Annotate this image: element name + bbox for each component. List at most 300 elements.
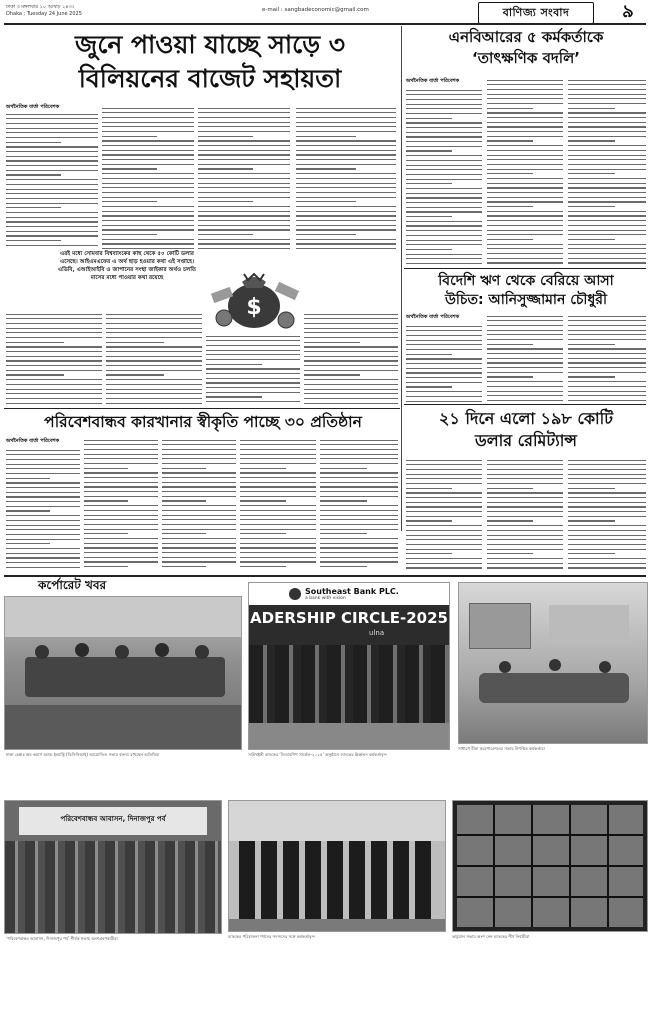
- text-line: [568, 155, 646, 156]
- text-line: [304, 328, 398, 329]
- text-line: [84, 543, 158, 544]
- text-line: [6, 450, 80, 451]
- text-line: [162, 491, 236, 492]
- text-line: [296, 234, 356, 235]
- text-line: [84, 444, 158, 445]
- lead-column-7: [206, 332, 300, 405]
- text-line: [406, 372, 482, 373]
- text-line: [106, 332, 202, 333]
- text-line: [6, 548, 80, 549]
- text-line: [406, 193, 482, 194]
- text-line: [296, 131, 396, 132]
- text-line: [240, 543, 316, 544]
- text-line: [568, 103, 646, 104]
- text-line: [162, 566, 206, 567]
- text-line: [406, 136, 482, 137]
- text-line: [296, 154, 396, 155]
- text-line: [406, 94, 482, 95]
- text-line: [6, 398, 102, 399]
- text-line: [487, 474, 563, 475]
- text-line: [568, 244, 646, 245]
- text-line: [568, 320, 646, 321]
- text-line: [487, 201, 563, 202]
- text-line: [6, 454, 80, 455]
- remit-column-2: [487, 456, 563, 572]
- lead-column-2: [102, 104, 194, 250]
- text-line: [487, 520, 533, 521]
- text-line: [487, 464, 563, 465]
- text-line: [568, 197, 646, 198]
- text-line: [568, 325, 646, 326]
- text-line: [487, 358, 563, 359]
- green-column-2: [84, 436, 158, 572]
- text-line: [568, 353, 646, 354]
- text-line: [406, 146, 482, 147]
- text-line: [304, 384, 398, 385]
- text-line: [198, 178, 290, 179]
- text-line: [487, 122, 563, 123]
- text-line: [568, 258, 646, 259]
- text-line: [568, 535, 646, 536]
- text-line: [6, 170, 98, 171]
- text-line: [240, 557, 316, 558]
- text-line: [106, 384, 202, 385]
- text-line: [296, 220, 396, 221]
- text-line: [487, 558, 563, 559]
- text-line: [6, 198, 98, 199]
- text-line: [406, 216, 452, 217]
- text-line: [406, 113, 482, 114]
- text-line: [6, 212, 98, 213]
- text-line: [406, 90, 482, 91]
- text-line: [568, 563, 646, 564]
- text-line: [568, 187, 646, 188]
- text-line: [320, 561, 398, 562]
- text-line: [406, 197, 482, 198]
- text-line: [568, 173, 615, 174]
- text-line: [568, 334, 646, 335]
- text-line: [568, 136, 646, 137]
- text-line: [487, 339, 563, 340]
- text-line: [6, 525, 80, 526]
- text-line: [198, 215, 290, 216]
- text-line: [320, 524, 398, 525]
- text-line: [296, 145, 396, 146]
- text-line: [487, 497, 563, 498]
- text-line: [6, 179, 98, 180]
- text-line: [568, 483, 646, 484]
- text-line: [568, 169, 646, 170]
- text-line: [406, 492, 482, 493]
- lead-headline: [20, 28, 400, 96]
- text-line: [6, 189, 98, 190]
- text-line: [487, 330, 563, 331]
- text-line: [320, 463, 398, 464]
- text-line: [240, 477, 316, 478]
- text-line: [487, 239, 533, 240]
- text-line: [406, 478, 482, 479]
- text-line: [206, 336, 300, 337]
- text-line: [406, 183, 452, 184]
- lead-column-8: [304, 310, 398, 405]
- text-line: [304, 360, 398, 361]
- text-line: [198, 131, 290, 132]
- text-line: [198, 164, 290, 165]
- text-line: [320, 444, 398, 445]
- text-line: [6, 487, 80, 488]
- text-line: [487, 117, 563, 118]
- text-line: [304, 379, 398, 380]
- text-line: [568, 220, 646, 221]
- text-line: [102, 211, 194, 212]
- caption-1: ঢাকা চেম্বার অব কমার্স অ্যান্ড ইন্ডাস্ট্রি (ডিসিসিআই) আয়োজিত সভায় বক্তব্য রাখছেন অতিথিরা: [6, 752, 160, 757]
- text-line: [406, 249, 452, 250]
- text-line: [487, 131, 563, 132]
- text-line: [568, 112, 646, 113]
- text-line: [568, 525, 646, 526]
- text-line: [198, 197, 290, 198]
- text-line: [102, 225, 194, 226]
- text-line: [487, 234, 563, 235]
- text-line: [84, 477, 158, 478]
- text-line: [406, 174, 482, 175]
- text-line: [304, 318, 398, 319]
- text-line: [568, 386, 646, 387]
- text-line: [296, 243, 396, 244]
- text-line: [84, 529, 158, 530]
- text-line: [304, 323, 398, 324]
- green-headline: পরিবেশবান্ধব কারখানার স্বীকৃতি পাচ্ছে ৩০ প্রতিষ্ঠান: [44, 413, 362, 431]
- text-line: [162, 458, 236, 459]
- text-line: [162, 552, 236, 553]
- text-line: [568, 201, 646, 202]
- text-line: [6, 323, 102, 324]
- text-line: [487, 159, 563, 160]
- text-line: [240, 538, 316, 539]
- text-line: [487, 549, 563, 550]
- text-line: [106, 360, 202, 361]
- text-line: [162, 454, 236, 455]
- text-line: [6, 506, 80, 507]
- text-line: [240, 505, 316, 506]
- text-line: [296, 183, 396, 184]
- text-line: [6, 123, 98, 124]
- text-line: [487, 376, 533, 377]
- text-line: [487, 192, 563, 193]
- text-line: [568, 488, 615, 489]
- text-line: [568, 126, 646, 127]
- text-line: [406, 511, 482, 512]
- text-line: [406, 563, 482, 564]
- text-line: [84, 486, 158, 487]
- text-line: [568, 544, 646, 545]
- text-line: [162, 510, 236, 511]
- text-line: [304, 370, 398, 371]
- text-line: [102, 243, 194, 244]
- text-line: [487, 535, 563, 536]
- text-line: [487, 348, 563, 349]
- text-line: [162, 496, 236, 497]
- text-line: [406, 127, 482, 128]
- text-line: [568, 108, 615, 109]
- text-line: [106, 370, 202, 371]
- text-line: [320, 500, 367, 501]
- text-line: [487, 381, 563, 382]
- text-line: [296, 225, 396, 226]
- text-line: [106, 398, 202, 399]
- text-line: [162, 477, 236, 478]
- text-line: [320, 496, 398, 497]
- text-line: [6, 156, 98, 157]
- remit-headline: [404, 408, 648, 452]
- text-line: [6, 217, 98, 218]
- text-line: [240, 463, 316, 464]
- text-line: [6, 174, 61, 175]
- text-line: [487, 539, 563, 540]
- text-line: [84, 547, 158, 548]
- text-line: [102, 206, 194, 207]
- text-line: [240, 472, 316, 473]
- text-line: [6, 118, 98, 119]
- text-line: [162, 557, 236, 558]
- text-line: [206, 340, 300, 341]
- text-line: [487, 84, 563, 85]
- text-line: [198, 168, 253, 169]
- text-line: [6, 492, 80, 493]
- issue-date-en: Dhaka ; Tuesday 24 June 2025: [6, 11, 82, 17]
- text-line: [206, 382, 300, 383]
- text-line: [162, 472, 236, 473]
- corporate-heading: কর্পোরেট খবর: [38, 578, 107, 592]
- lead-headline-line1: জুনে পাওয়া যাচ্ছে সাড়ে ৩: [74, 30, 346, 59]
- text-line: [6, 534, 80, 535]
- text-line: [487, 206, 533, 207]
- text-line: [296, 197, 396, 198]
- nbr-rule: [404, 268, 646, 269]
- text-line: [406, 160, 482, 161]
- text-line: [406, 502, 482, 503]
- loan-rule: [404, 404, 646, 405]
- text-line: [487, 220, 563, 221]
- caption-6: ভার্চুয়াল সভায় অংশ নেন ব্যাংকের শীর্ষ নির্বাহীরা: [452, 934, 530, 939]
- text-line: [6, 557, 80, 558]
- text-line: [296, 173, 396, 174]
- text-line: [320, 491, 398, 492]
- text-line: [406, 165, 482, 166]
- text-line: [320, 486, 398, 487]
- text-line: [162, 505, 236, 506]
- text-line: [6, 478, 50, 479]
- text-line: [406, 535, 482, 536]
- column-divider: [401, 26, 402, 531]
- text-line: [487, 325, 563, 326]
- nbr-headline-line2: ‘তাৎক্ষণিক বদলি’: [472, 49, 580, 67]
- text-line: [487, 372, 563, 373]
- text-line: [568, 145, 646, 146]
- text-line: [296, 168, 356, 169]
- text-line: [102, 140, 194, 141]
- text-line: [406, 544, 482, 545]
- text-line: [568, 567, 646, 568]
- text-line: [102, 192, 194, 193]
- nbr-byline: অর্থনৈতিক বার্তা পরিবেশক: [406, 78, 460, 84]
- text-line: [568, 460, 646, 461]
- text-line: [162, 561, 236, 562]
- text-line: [84, 482, 158, 483]
- text-line: [162, 486, 236, 487]
- text-line: [6, 337, 102, 338]
- text-line: [487, 460, 563, 461]
- text-line: [568, 558, 646, 559]
- text-line: [487, 511, 563, 512]
- text-line: [487, 145, 563, 146]
- text-line: [304, 374, 360, 375]
- text-line: [406, 244, 482, 245]
- text-line: [102, 150, 194, 151]
- text-line: [296, 248, 396, 249]
- text-line: [406, 326, 482, 327]
- text-line: [240, 519, 316, 520]
- text-line: [320, 538, 398, 539]
- text-line: [406, 122, 482, 123]
- text-line: [406, 211, 482, 212]
- lead-column-4: [296, 104, 396, 250]
- text-line: [296, 150, 396, 151]
- text-line: [106, 403, 202, 404]
- money-illustration: [204, 252, 304, 332]
- remit-column-3: [568, 456, 646, 572]
- text-line: [406, 258, 482, 259]
- text-line: [6, 346, 102, 347]
- green-column-4: [240, 436, 316, 572]
- bank-brand: Southeast Bank PLC.: [305, 587, 399, 596]
- text-line: [84, 552, 158, 553]
- text-line: [406, 221, 482, 222]
- text-line: [568, 89, 646, 90]
- text-line: [406, 520, 452, 521]
- text-line: [487, 492, 563, 493]
- text-line: [198, 145, 290, 146]
- text-line: [568, 348, 646, 349]
- caption-4: ‘পরিবেশবান্ধব আবাসন, দিনাজপুর পর্ব’ শীর্ষক সভায় অংশগ্রহণকারীরা: [6, 936, 118, 941]
- text-line: [84, 500, 128, 501]
- text-line: [162, 482, 236, 483]
- text-line: [320, 505, 398, 506]
- text-line: [487, 164, 563, 165]
- text-line: [6, 160, 98, 161]
- text-line: [487, 400, 563, 401]
- text-line: [6, 501, 80, 502]
- text-line: [102, 178, 194, 179]
- text-line: [6, 314, 102, 315]
- text-line: [304, 393, 398, 394]
- text-line: [198, 136, 253, 137]
- remit-column-1: [406, 456, 482, 572]
- text-line: [406, 235, 482, 236]
- text-line: [568, 530, 646, 531]
- text-line: [198, 239, 290, 240]
- text-line: [406, 567, 482, 568]
- text-line: [406, 263, 482, 264]
- text-line: [240, 566, 286, 567]
- text-line: [84, 510, 158, 511]
- text-line: [568, 516, 646, 517]
- text-line: [406, 188, 482, 189]
- text-line: [568, 339, 646, 340]
- text-line: [487, 567, 563, 568]
- text-line: [487, 386, 563, 387]
- text-line: [6, 318, 102, 319]
- text-line: [6, 529, 80, 530]
- lead-column-1: [6, 110, 98, 250]
- text-line: [296, 187, 396, 188]
- text-line: [106, 379, 202, 380]
- text-line: [487, 506, 563, 507]
- text-line: [162, 524, 236, 525]
- text-line: [6, 510, 50, 511]
- text-line: [6, 389, 102, 390]
- text-line: [102, 122, 194, 123]
- text-line: [406, 386, 452, 387]
- text-line: [84, 505, 158, 506]
- text-line: [406, 169, 482, 170]
- text-line: [568, 358, 646, 359]
- text-line: [106, 314, 202, 315]
- text-line: [198, 220, 290, 221]
- section-logo: [478, 2, 594, 24]
- text-line: [406, 368, 482, 369]
- text-line: [487, 140, 533, 141]
- text-line: [406, 558, 482, 559]
- text-line: [487, 483, 563, 484]
- text-line: [198, 122, 290, 123]
- text-line: [6, 114, 98, 115]
- text-line: [304, 389, 398, 390]
- text-line: [406, 516, 482, 517]
- text-line: [568, 159, 646, 160]
- text-line: [206, 345, 300, 346]
- text-line: [406, 150, 452, 151]
- text-line: [240, 552, 316, 553]
- text-line: [568, 211, 646, 212]
- text-line: [568, 520, 615, 521]
- text-line: [406, 483, 482, 484]
- text-line: [568, 117, 646, 118]
- text-line: [320, 533, 367, 534]
- text-line: [162, 463, 236, 464]
- text-line: [198, 243, 290, 244]
- text-line: [406, 488, 452, 489]
- text-line: [198, 211, 290, 212]
- text-line: [568, 253, 646, 254]
- text-line: [162, 515, 236, 516]
- text-line: [6, 207, 61, 208]
- text-line: [296, 229, 396, 230]
- text-line: [406, 240, 482, 241]
- text-line: [6, 328, 102, 329]
- text-line: [320, 519, 398, 520]
- text-line: [6, 151, 98, 152]
- text-line: [487, 344, 533, 345]
- text-line: [487, 516, 563, 517]
- text-line: [568, 178, 646, 179]
- photo-virtual-meeting: [452, 800, 648, 932]
- text-line: [487, 103, 563, 104]
- text-line: [84, 463, 158, 464]
- text-line: [6, 245, 98, 246]
- text-line: [406, 382, 482, 383]
- text-line: [406, 230, 482, 231]
